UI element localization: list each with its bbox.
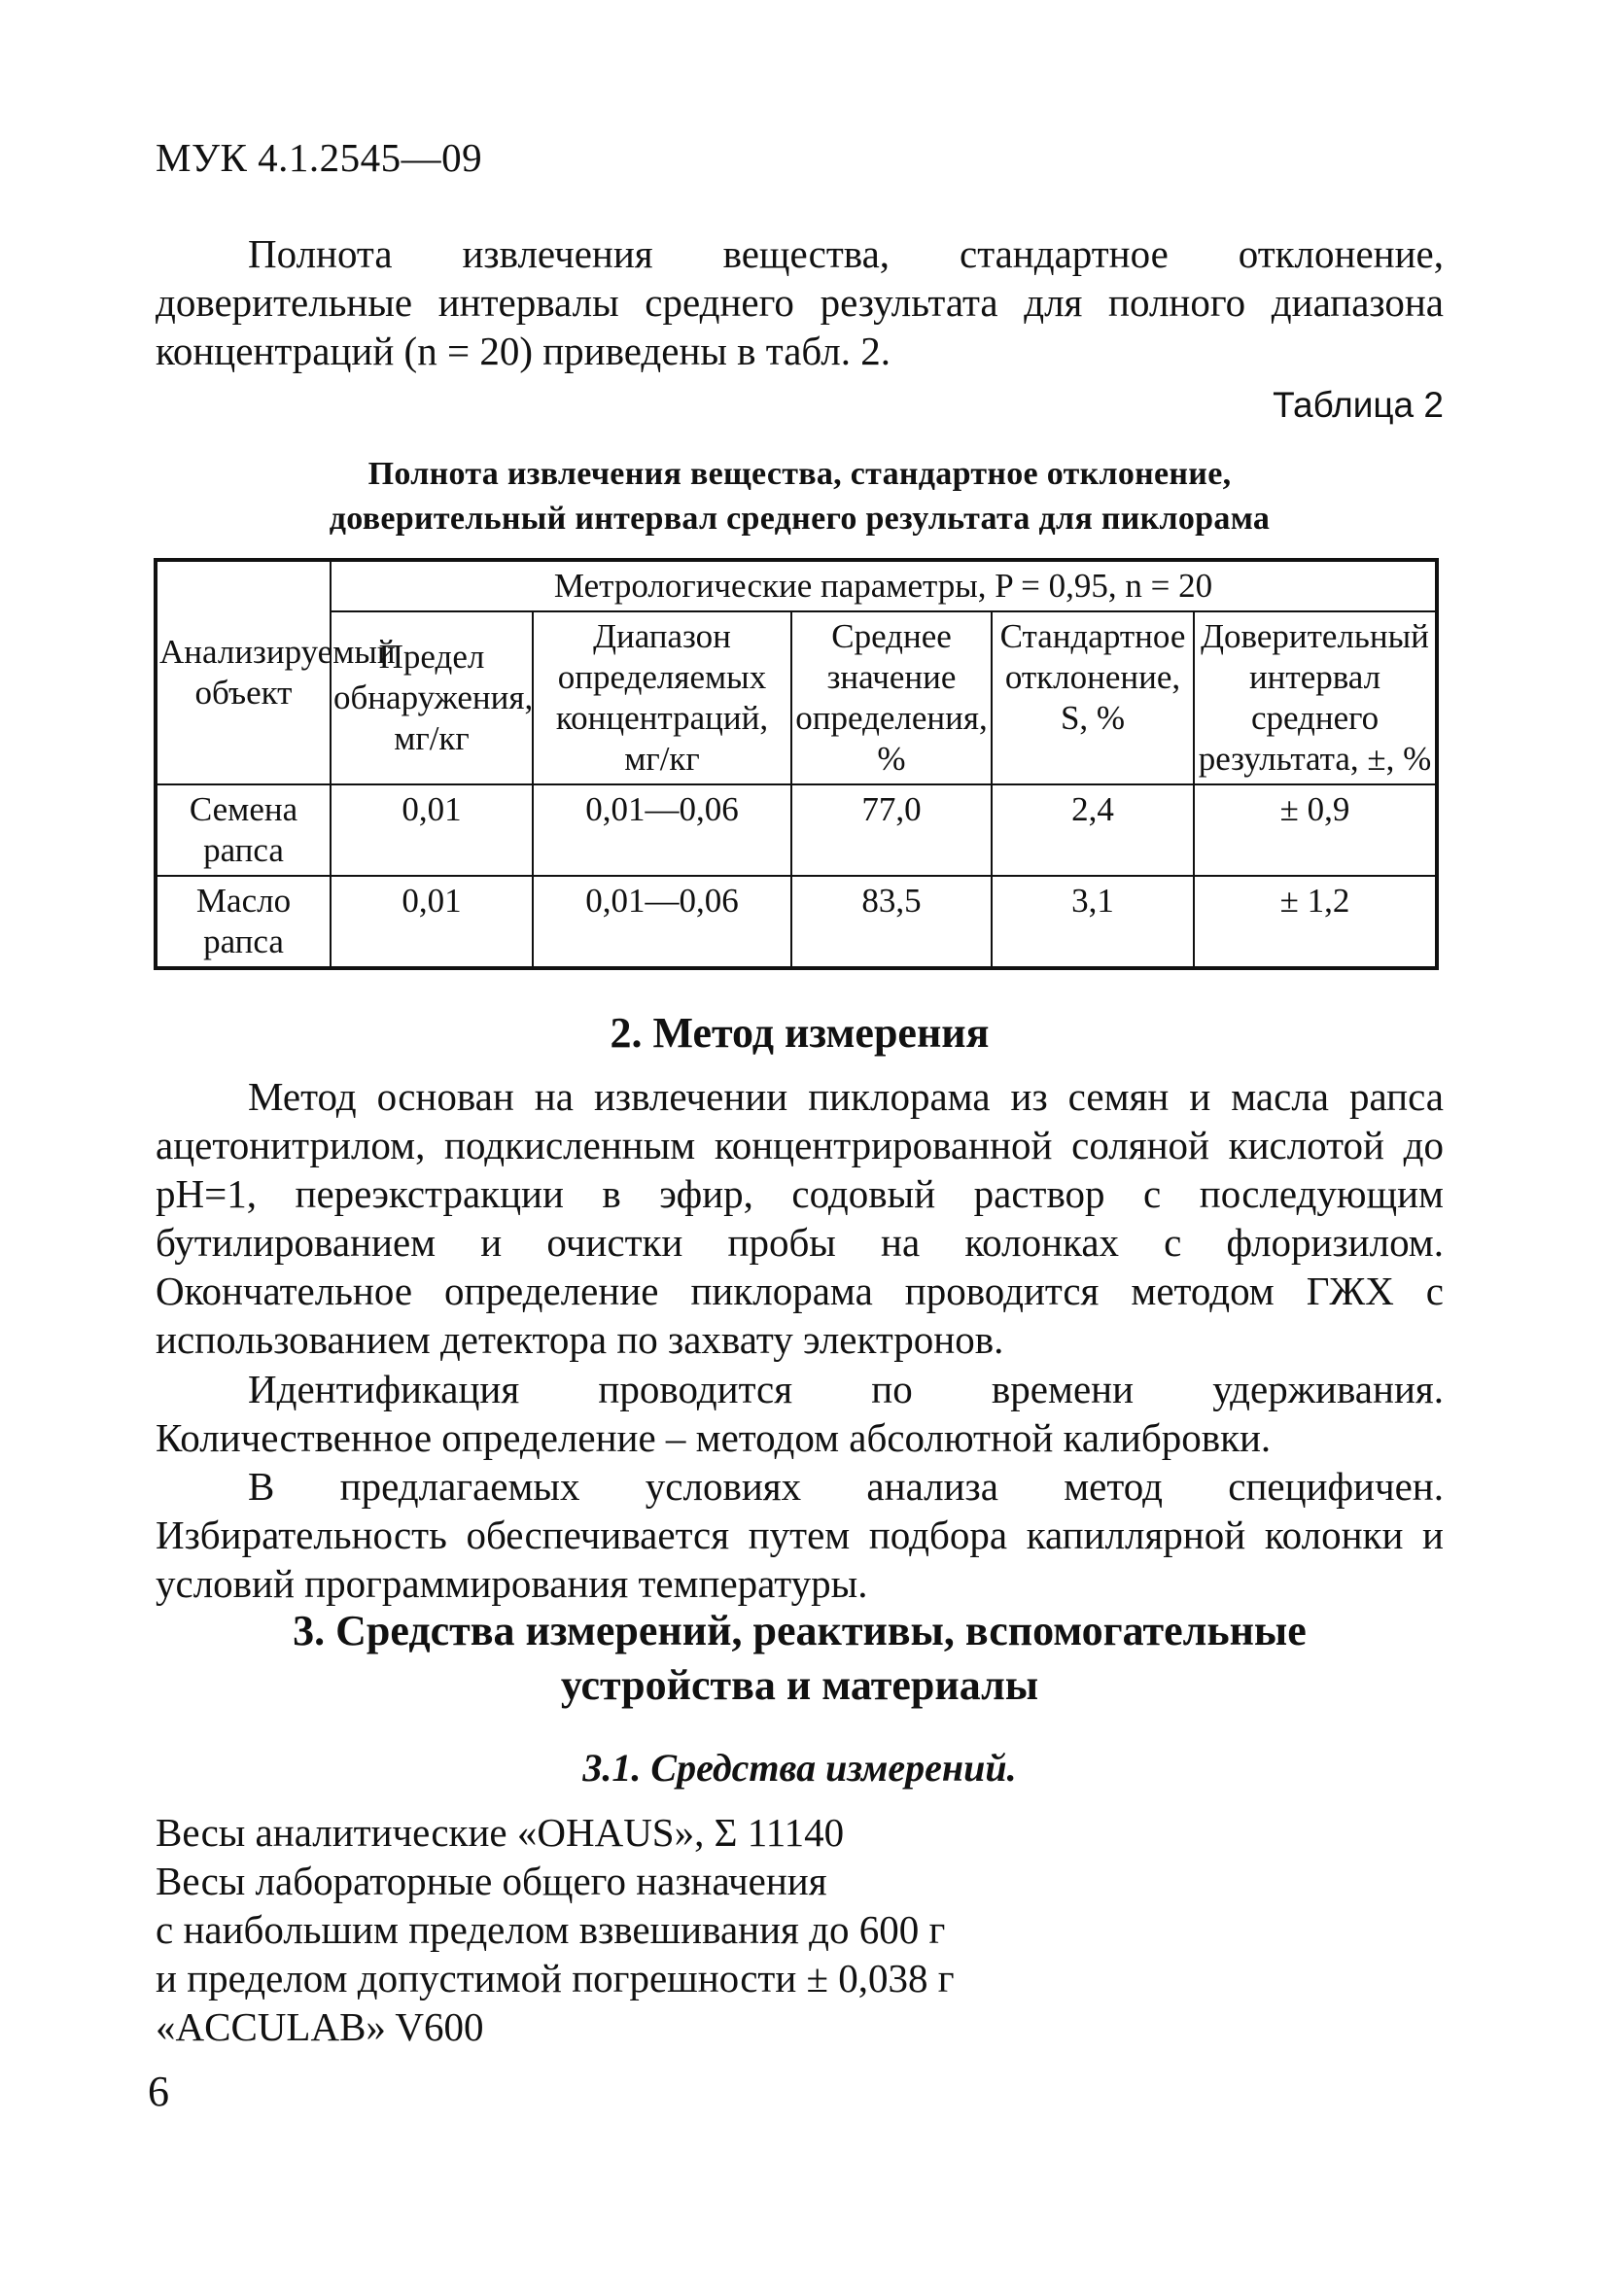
subsection-3-1-heading: 3.1. Средства измерений. (582, 1746, 1017, 1790)
document-code: МУК 4.1.2545—09 (156, 135, 483, 180)
header-sd: Стандартное отклонение, S, % (992, 611, 1194, 784)
cell-object: Масло рапса (156, 876, 331, 968)
table-label: Таблица 2 (1273, 385, 1444, 425)
section-3-heading (156, 1604, 1444, 1713)
header-mean: Среднее значение определения, % (791, 611, 992, 784)
table-row (156, 876, 1437, 968)
cell-mean: 77,0 (791, 784, 992, 876)
header-ci: Доверительный интервал среднего результата, ±, % (1194, 611, 1437, 784)
cell-object: Семена рапса (156, 784, 331, 876)
list-item: с наибольшим пределом взвешивания до 600 г (156, 1907, 946, 1952)
cell-sd: 3,1 (992, 876, 1194, 968)
section-2-paragraph-2: Идентификация проводится по времени удерживания. Количественное определение – методом абсолютной калибровки. (156, 1367, 1444, 1460)
page-number: 6 (148, 2068, 169, 2115)
section-2-paragraph-1: Метод основан на извлечении пиклорама из семян и масла рапса ацетонитрилом, подкисленным концентрированной соляной кислотой до pH=1, переэкстракции в эфир, содовый раствор с последующим бутилированием и очистки пробы на колонках с флоризилом. Окончательное определение пиклорама проводится методом ГЖХ с использованием детектора по захвату электронов. (156, 1074, 1444, 1362)
cell-ci: ± 0,9 (1194, 784, 1437, 876)
cell-mean: 83,5 (791, 876, 992, 968)
cell-ci: ± 1,2 (1194, 876, 1437, 968)
instruments-list (156, 1808, 955, 2051)
section-2-paragraph-3: В предлагаемых условиях анализа метод специфичен. Избирательность обеспечивается путем подбора капиллярной колонки и условий программирования температуры. (156, 1464, 1444, 1606)
results-table (154, 558, 1439, 970)
table-title (156, 452, 1444, 541)
cell-range: 0,01—0,06 (533, 876, 791, 968)
cell-range: 0,01—0,06 (533, 784, 791, 876)
section-2-heading: 2. Метод измерения (610, 1009, 990, 1057)
intro-paragraph: Полнота извлечения вещества, стандартное отклонение, доверительные интервалы среднего результата для полного диапазона концентраций (n = 20) приведены в табл. 2. (156, 231, 1444, 373)
header-limit: Предел обнаружения, мг/кг (331, 611, 533, 784)
list-item: Весы аналитические «OHAUS», Σ 11140 (156, 1810, 845, 1855)
header-range: Диапазон определяемых концентраций, мг/кг (533, 611, 791, 784)
list-item: «ACCULAB» V600 (156, 2004, 484, 2049)
header-group: Метрологические параметры, P = 0,95, n = 20 (331, 560, 1437, 611)
table-row (156, 784, 1437, 876)
cell-limit: 0,01 (331, 876, 533, 968)
section-3-heading-line-2: устройства и материалы (560, 1661, 1039, 1709)
header-object: Анализируемый объект (156, 560, 331, 784)
section-3-heading-line-1: 3. Средства измерений, реактивы, вспомогательные (293, 1607, 1307, 1654)
list-item: и пределом допустимой погрешности ± 0,038 г (156, 1956, 955, 2000)
cell-limit: 0,01 (331, 784, 533, 876)
table-title-line-2: доверительный интервал среднего результата для пиклорама (329, 501, 1271, 537)
table-title-line-1: Полнота извлечения вещества, стандартное отклонение, (367, 456, 1232, 492)
list-item: Весы лабораторные общего назначения (156, 1859, 827, 1903)
cell-sd: 2,4 (992, 784, 1194, 876)
